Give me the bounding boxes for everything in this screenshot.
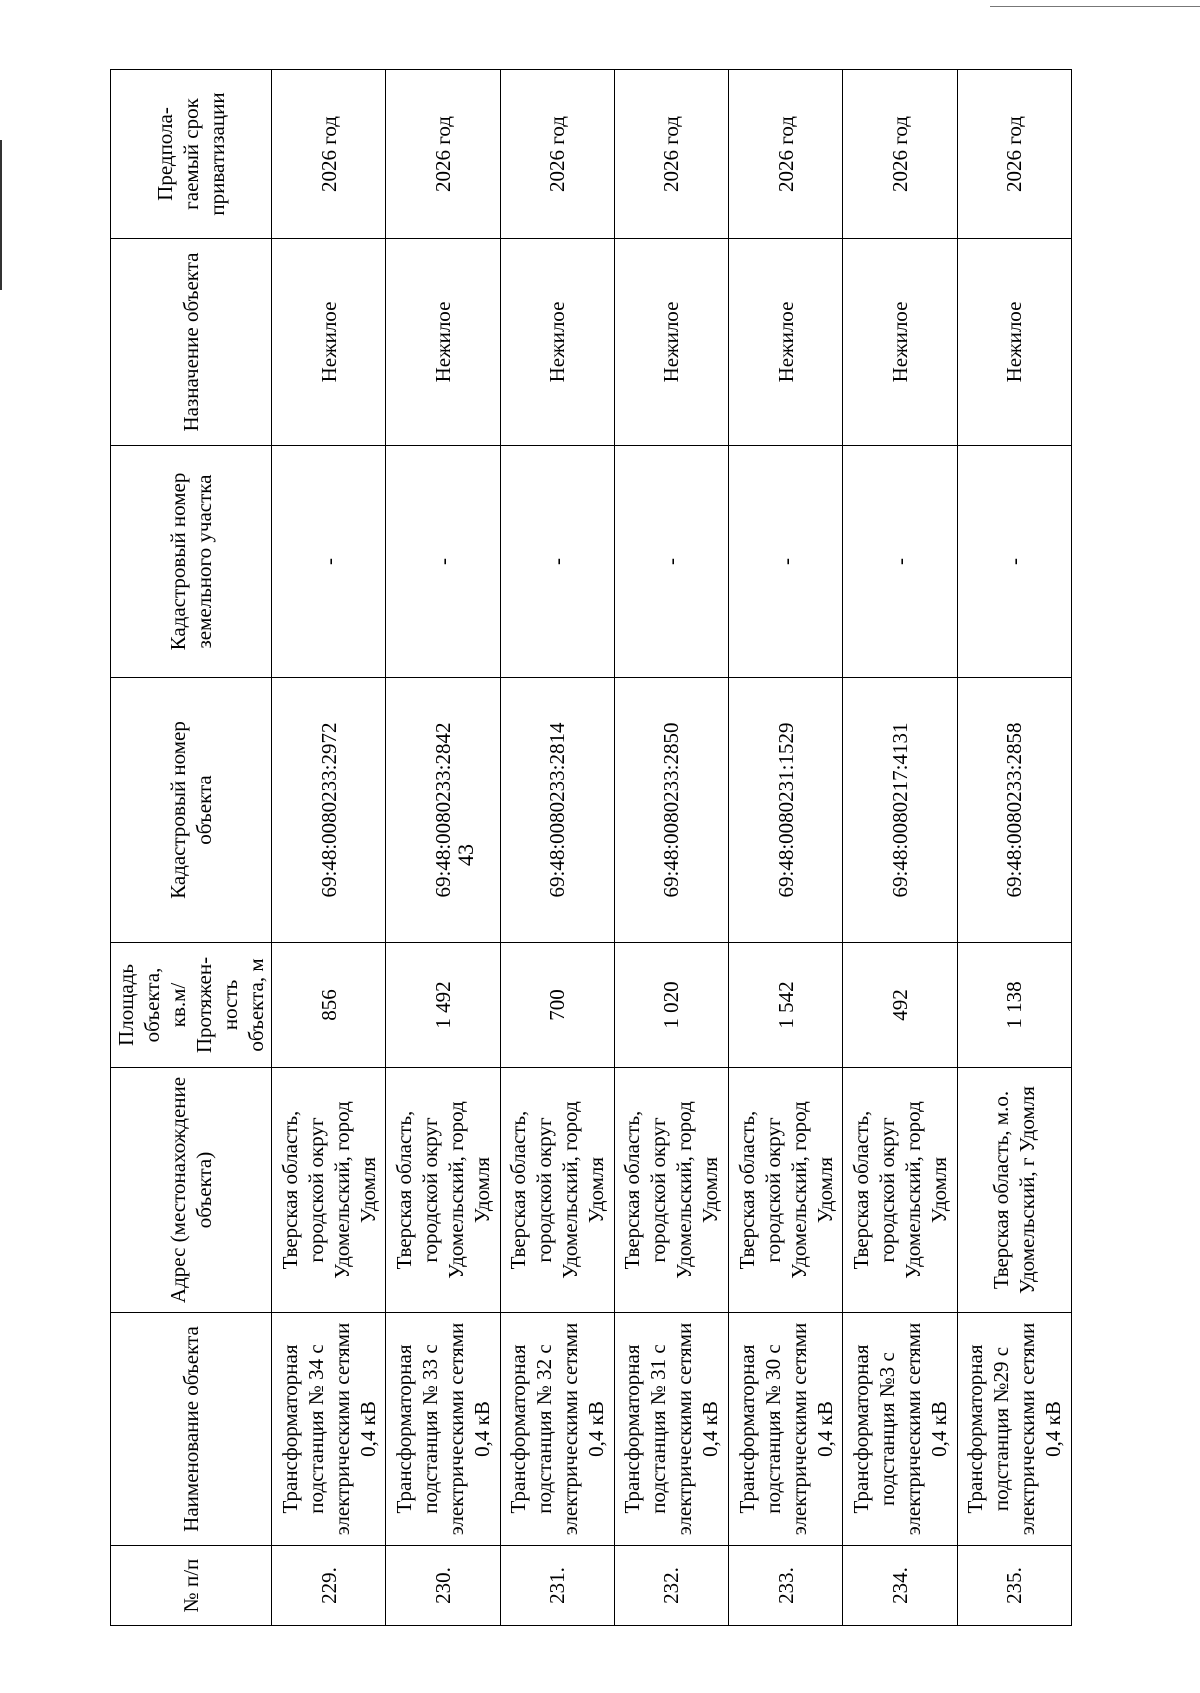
- table-row: [614, 70, 728, 1626]
- cell-name: Трансформаторная подстанция № 34 с электрическими сетями 0,4 кВ: [272, 1313, 386, 1546]
- cell-name: Трансформаторная подстанция № 32 с электрическими сетями 0,4 кВ: [500, 1313, 614, 1546]
- header-name: Наименование объекта: [111, 1313, 272, 1546]
- header-cadastral-object: Кадастровый номер объекта: [111, 678, 272, 943]
- cell-address: Тверская область, м.о. Удомельский, г Удомля: [957, 1068, 1071, 1313]
- cell-num: 229.: [272, 1546, 386, 1626]
- cell-area: 1 138: [957, 943, 1071, 1068]
- cell-num: 234.: [843, 1546, 957, 1626]
- cell-term: 2026 год: [957, 70, 1071, 239]
- cell-cadastral-land: -: [272, 446, 386, 678]
- cell-name: Трансформаторная подстанция № 31 с электрическими сетями 0,4 кВ: [614, 1313, 728, 1546]
- cell-area: 1 492: [386, 943, 500, 1068]
- header-purpose: Назначение объекта: [111, 239, 272, 446]
- cell-cadastral-object: 69:48:0080233:2850: [614, 678, 728, 943]
- cell-area: 1 020: [614, 943, 728, 1068]
- cell-purpose: Нежилое: [500, 239, 614, 446]
- cell-term: 2026 год: [729, 70, 843, 239]
- cell-cadastral-land: -: [957, 446, 1071, 678]
- scan-edge-mark: [990, 6, 1200, 7]
- table-row: [957, 70, 1071, 1626]
- cell-cadastral-land: -: [843, 446, 957, 678]
- cell-cadastral-object: 69:48:0080233:2972: [272, 678, 386, 943]
- cell-num: 235.: [957, 1546, 1071, 1626]
- cell-purpose: Нежилое: [386, 239, 500, 446]
- cell-name: Трансформаторная подстанция № 30 с электрическими сетями 0,4 кВ: [729, 1313, 843, 1546]
- scan-edge-mark: [0, 140, 2, 290]
- cell-cadastral-object: 69:48:0080233:2858: [957, 678, 1071, 943]
- cell-num: 230.: [386, 1546, 500, 1626]
- cell-area: 1 542: [729, 943, 843, 1068]
- cell-area: 856: [272, 943, 386, 1068]
- table-row: [843, 70, 957, 1626]
- table-row: [386, 70, 500, 1626]
- table-row: [500, 70, 614, 1626]
- cell-term: 2026 год: [614, 70, 728, 239]
- table-header-row: [111, 70, 272, 1626]
- cell-num: 231.: [500, 1546, 614, 1626]
- header-cadastral-land: Кадастровый номер земельного участка: [111, 446, 272, 678]
- cell-term: 2026 год: [386, 70, 500, 239]
- header-area: Площадь объекта, кв.м/ Протяжен- ность объекта, м: [111, 943, 272, 1068]
- cell-cadastral-object: 69:48:0080217:4131: [843, 678, 957, 943]
- header-num: № п/п: [111, 1546, 272, 1626]
- cell-name: Трансформаторная подстанция №29 с электрическими сетями 0,4 кВ: [957, 1313, 1071, 1546]
- cell-num: 233.: [729, 1546, 843, 1626]
- cell-purpose: Нежилое: [729, 239, 843, 446]
- cell-purpose: Нежилое: [957, 239, 1071, 446]
- cell-cadastral-object: 69:48:0080231:1529: [729, 678, 843, 943]
- cell-area: 700: [500, 943, 614, 1068]
- cell-cadastral-land: -: [386, 446, 500, 678]
- table-row: [272, 70, 386, 1626]
- cell-num: 232.: [614, 1546, 728, 1626]
- cell-term: 2026 год: [843, 70, 957, 239]
- cell-address: Тверская область, городской округ Удомельский, город Удомля: [500, 1068, 614, 1313]
- cell-name: Трансформаторная подстанция № 33 с электрическими сетями 0,4 кВ: [386, 1313, 500, 1546]
- cell-address: Тверская область, городской округ Удомельский, город Удомля: [843, 1068, 957, 1313]
- cell-purpose: Нежилое: [272, 239, 386, 446]
- cell-address: Тверская область, городской округ Удомельский, город Удомля: [729, 1068, 843, 1313]
- cell-term: 2026 год: [500, 70, 614, 239]
- cell-name: Трансформаторная подстанция №3 с электрическими сетями 0,4 кВ: [843, 1313, 957, 1546]
- cell-address: Тверская область, городской округ Удомельский, город Удомля: [386, 1068, 500, 1313]
- header-address: Адрес (местонахождение объекта): [111, 1068, 272, 1313]
- table-row: [729, 70, 843, 1626]
- cell-address: Тверская область, городской округ Удомельский, город Удомля: [272, 1068, 386, 1313]
- cell-area: 492: [843, 943, 957, 1068]
- cell-address: Тверская область, городской округ Удомельский, город Удомля: [614, 1068, 728, 1313]
- privatization-table: [110, 69, 1072, 1626]
- cell-cadastral-object: 69:48:0080233:2842: [386, 678, 500, 943]
- cell-cadastral-land: -: [614, 446, 728, 678]
- cell-purpose: Нежилое: [614, 239, 728, 446]
- cell-cadastral-land: -: [729, 446, 843, 678]
- cell-cadastral-object: 69:48:0080233:2814: [500, 678, 614, 943]
- cell-cadastral-land: -: [500, 446, 614, 678]
- rotated-table-wrapper: [110, 70, 1072, 1626]
- header-term: Предпола- гаемый срок приватизации: [111, 70, 272, 239]
- page-number: 43: [453, 844, 478, 866]
- cell-purpose: Нежилое: [843, 239, 957, 446]
- cell-term: 2026 год: [272, 70, 386, 239]
